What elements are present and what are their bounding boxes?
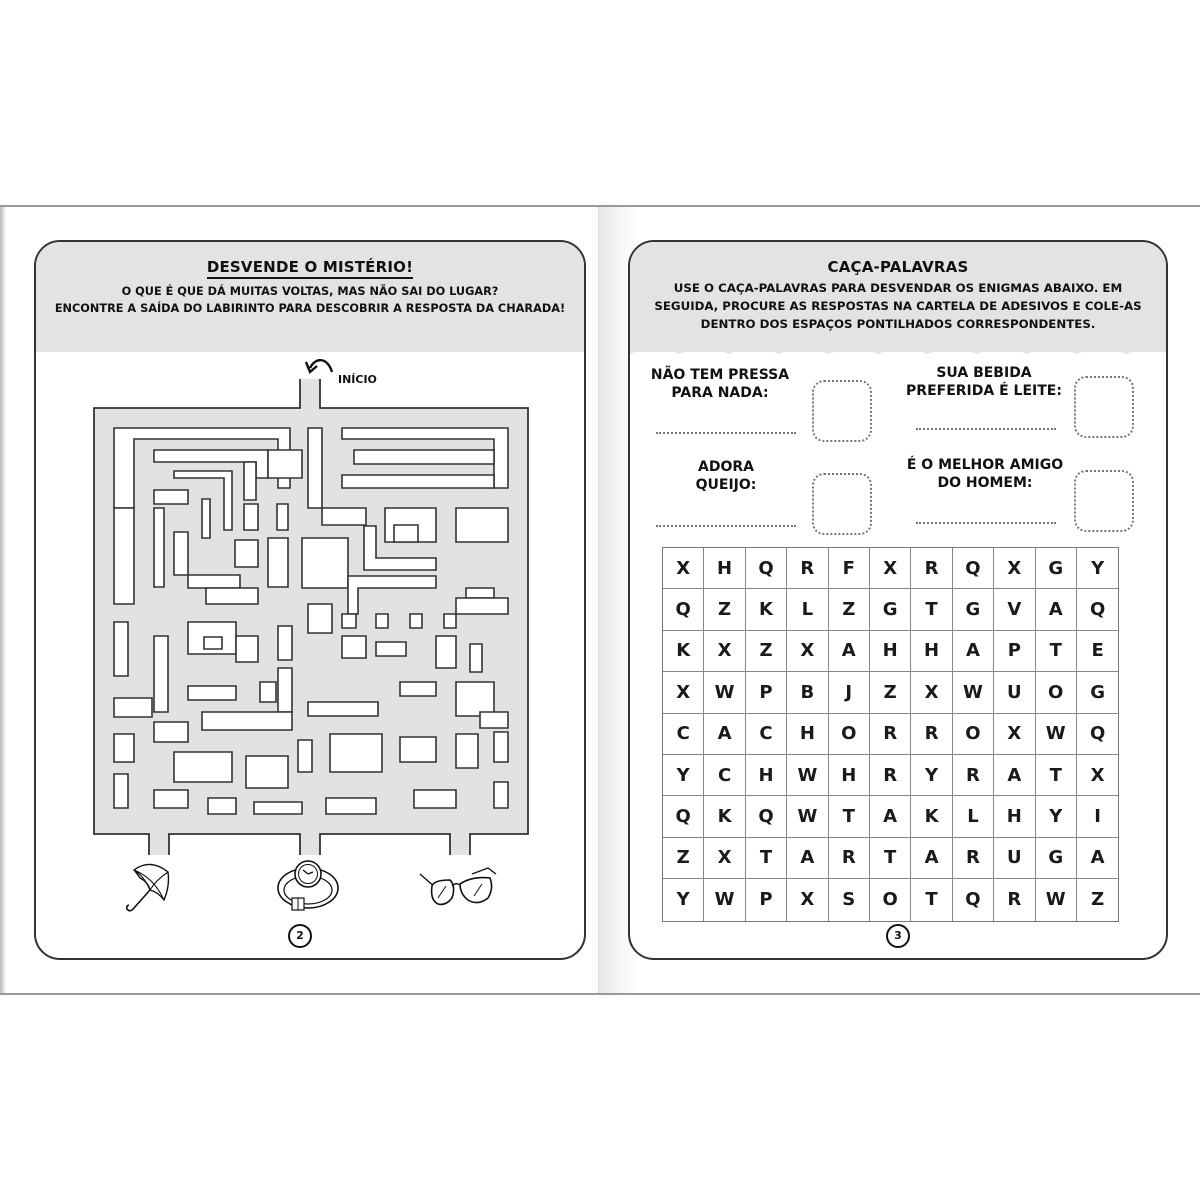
riddle-line: NÃO TEM PRESSA — [650, 367, 790, 383]
page-number: 2 — [288, 924, 312, 948]
word-search-cell[interactable]: K — [663, 631, 704, 672]
word-search-cell[interactable]: R — [870, 755, 911, 796]
word-search-cell[interactable]: Z — [870, 672, 911, 713]
word-search-grid[interactable] — [662, 547, 1119, 922]
sticker-box-4[interactable] — [1074, 470, 1134, 532]
word-search-cell[interactable]: W — [787, 796, 828, 837]
word-search-cell[interactable]: E — [1077, 631, 1118, 672]
riddle-3 — [666, 458, 786, 494]
word-search-cell[interactable]: F — [829, 548, 870, 589]
page-number: 3 — [886, 924, 910, 948]
maze-page — [34, 240, 586, 960]
word-search-cell[interactable]: O — [953, 714, 994, 755]
word-search-cell[interactable]: Z — [1091, 889, 1105, 911]
start-label: INÍCIO — [338, 373, 377, 386]
word-search-cell[interactable]: L — [787, 589, 828, 630]
word-search-cell[interactable]: Q — [746, 796, 787, 837]
word-search-cell[interactable]: O — [829, 714, 870, 755]
word-search-cell[interactable]: T — [911, 879, 952, 920]
word-search-cell[interactable]: R — [787, 548, 828, 589]
word-search-cell[interactable]: H — [829, 755, 870, 796]
page-edge-shadow — [0, 207, 6, 993]
word-search-cell[interactable]: X — [704, 631, 745, 672]
word-search-cell[interactable]: J — [829, 672, 870, 713]
page-title: DESVENDE O MISTÉRIO! — [207, 258, 413, 279]
word-search-cell[interactable]: Z — [663, 838, 704, 879]
word-search-cell[interactable]: X — [704, 838, 745, 879]
riddle-line: SUA BEBIDA — [936, 365, 1032, 381]
riddle-line: PREFERIDA É LEITE: — [906, 383, 1062, 399]
riddle-4 — [900, 456, 1070, 492]
riddle-line: DO HOMEM: — [937, 475, 1033, 491]
word-search-cell[interactable]: S — [829, 879, 870, 920]
word-search-cell[interactable]: Q — [953, 548, 994, 589]
sticker-box-3[interactable] — [812, 473, 872, 535]
umbrella-icon[interactable] — [120, 860, 180, 916]
word-search-cell[interactable]: Q — [663, 796, 704, 837]
riddle-1 — [646, 366, 794, 402]
gutter-line — [598, 207, 599, 993]
word-search-cell[interactable]: Q — [1077, 714, 1118, 755]
word-search-cell[interactable]: W — [704, 672, 745, 713]
word-search-cell[interactable]: Q — [1077, 589, 1118, 630]
word-search-cell[interactable]: T — [746, 838, 787, 879]
word-search-cell[interactable]: C — [663, 714, 704, 755]
word-search-page — [628, 240, 1168, 960]
word-search-cell[interactable]: H — [870, 631, 911, 672]
word-search-cell[interactable]: V — [994, 589, 1035, 630]
word-search-cell[interactable]: W — [1036, 714, 1077, 755]
word-search-cell[interactable]: R — [953, 838, 994, 879]
page-title: CAÇA-PALAVRAS — [827, 258, 969, 276]
word-search-cell[interactable]: O — [870, 879, 911, 920]
sticker-box-1[interactable] — [812, 380, 872, 442]
subtitle-line: SEGUIDA, PROCURE AS RESPOSTAS NA CARTELA DE ADESIVOS E COLE-AS — [654, 299, 1142, 313]
word-search-cell[interactable]: Z — [746, 631, 787, 672]
word-search-header — [630, 242, 1166, 352]
word-search-cell[interactable]: H — [911, 631, 952, 672]
word-search-cell[interactable]: G — [1036, 548, 1077, 589]
word-search-cell[interactable]: H — [787, 714, 828, 755]
riddle-2 — [896, 364, 1072, 400]
subtitle-line: ENCONTRE A SAÍDA DO LABIRINTO PARA DESCOBRIR A RESPOSTA DA CHARADA! — [54, 302, 566, 315]
zigzag-divider — [630, 344, 1166, 364]
word-search-cell[interactable]: G — [1077, 672, 1118, 713]
word-search-cell[interactable]: I — [1077, 796, 1118, 837]
word-search-cell[interactable]: A — [1036, 589, 1077, 630]
instructions-text — [630, 279, 1166, 333]
word-search-cell[interactable]: H — [746, 755, 787, 796]
word-search-cell[interactable]: P — [746, 879, 787, 920]
word-search-cell[interactable]: Q — [746, 548, 787, 589]
word-search-cell[interactable]: C — [746, 714, 787, 755]
word-search-cell[interactable]: Q — [663, 589, 704, 630]
word-search-cell[interactable]: K — [911, 796, 952, 837]
word-search-cell[interactable]: A — [994, 755, 1035, 796]
word-search-cell[interactable]: X — [663, 672, 704, 713]
word-search-cell[interactable]: R — [870, 714, 911, 755]
word-search-cell[interactable]: Y — [911, 755, 952, 796]
word-search-cell[interactable]: K — [746, 589, 787, 630]
word-search-cell[interactable]: G — [953, 589, 994, 630]
word-search-cell[interactable]: W — [953, 672, 994, 713]
word-search-cell[interactable]: X — [911, 672, 952, 713]
word-search-cell[interactable]: O — [1036, 672, 1077, 713]
word-search-cell[interactable]: Z — [704, 589, 745, 630]
word-search-cell[interactable]: P — [746, 672, 787, 713]
word-search-cell[interactable]: A — [704, 714, 745, 755]
word-search-cell[interactable]: K — [704, 796, 745, 837]
answer-line-1[interactable] — [656, 432, 796, 434]
answer-line-4[interactable] — [916, 522, 1056, 524]
word-search-cell[interactable]: W — [1036, 879, 1077, 920]
word-search-cell[interactable]: A — [1077, 838, 1118, 879]
word-search-cell[interactable]: Y — [663, 879, 704, 920]
sunglasses-icon[interactable] — [416, 866, 500, 910]
word-search-cell[interactable]: Z — [829, 589, 870, 630]
word-search-cell[interactable]: H — [994, 796, 1035, 837]
riddle-line: QUEIJO: — [695, 477, 757, 493]
subtitle-line: DENTRO DOS ESPAÇOS PONTILHADOS CORRESPONDENTES. — [700, 317, 1096, 331]
word-search-cell[interactable]: U — [994, 838, 1035, 879]
riddle-line: ADORA — [698, 459, 754, 475]
word-search-cell[interactable]: Q — [953, 879, 994, 920]
word-search-cell[interactable]: T — [1036, 631, 1077, 672]
riddle-line: É O MELHOR AMIGO — [906, 457, 1064, 473]
word-search-cell[interactable]: G — [870, 589, 911, 630]
wristwatch-icon[interactable] — [272, 856, 344, 916]
answer-line-2[interactable] — [916, 428, 1056, 430]
word-search-cell[interactable]: X — [663, 548, 704, 589]
word-search-cell[interactable]: X — [787, 631, 828, 672]
word-search-cell[interactable]: A — [870, 796, 911, 837]
word-search-cell[interactable]: Y — [1077, 548, 1118, 589]
word-search-cell[interactable]: X — [994, 714, 1035, 755]
word-search-cell[interactable]: C — [704, 755, 745, 796]
subtitle-line: USE O CAÇA-PALAVRAS PARA DESVENDAR OS ENIGMAS ABAIXO. EM — [673, 281, 1123, 295]
maze[interactable] — [36, 242, 586, 960]
word-search-cell[interactable]: T — [911, 589, 952, 630]
word-search-cell[interactable]: H — [704, 548, 745, 589]
word-search-cell[interactable]: T — [870, 838, 911, 879]
word-search-cell[interactable]: T — [829, 796, 870, 837]
word-search-cell[interactable]: X — [870, 548, 911, 589]
word-search-cell[interactable]: A — [787, 838, 828, 879]
word-search-cell[interactable]: R — [911, 714, 952, 755]
word-search-cell[interactable]: W — [787, 755, 828, 796]
word-search-cell[interactable]: B — [787, 672, 828, 713]
word-search-cell[interactable]: X — [1077, 755, 1118, 796]
word-search-cell[interactable]: R — [829, 838, 870, 879]
word-search-cell[interactable]: X — [994, 548, 1035, 589]
word-search-cell[interactable]: G — [1036, 838, 1077, 879]
word-search-cell[interactable]: Y — [1036, 796, 1077, 837]
word-search-cell[interactable]: A — [911, 838, 952, 879]
word-search-cell[interactable]: X — [787, 879, 828, 920]
word-search-cell[interactable]: Y — [663, 755, 704, 796]
word-search-cell[interactable]: R — [911, 548, 952, 589]
word-search-cell[interactable]: R — [994, 879, 1035, 920]
answer-line-3[interactable] — [656, 525, 796, 527]
subtitle-line: O QUE É QUE DÁ MUITAS VOLTAS, MAS NÃO SAI DO LUGAR? — [121, 285, 499, 298]
word-search-cell[interactable]: T — [1036, 755, 1077, 796]
word-search-cell[interactable]: R — [953, 755, 994, 796]
riddle-line: PARA NADA: — [671, 385, 769, 401]
word-search-cell[interactable]: A — [829, 631, 870, 672]
word-search-cell[interactable]: W — [704, 879, 745, 920]
sticker-box-2[interactable] — [1074, 376, 1134, 438]
word-search-cell[interactable]: U — [994, 672, 1035, 713]
word-search-cell[interactable]: P — [994, 631, 1035, 672]
word-search-cell[interactable]: L — [953, 796, 994, 837]
word-search-cell[interactable]: A — [953, 631, 994, 672]
